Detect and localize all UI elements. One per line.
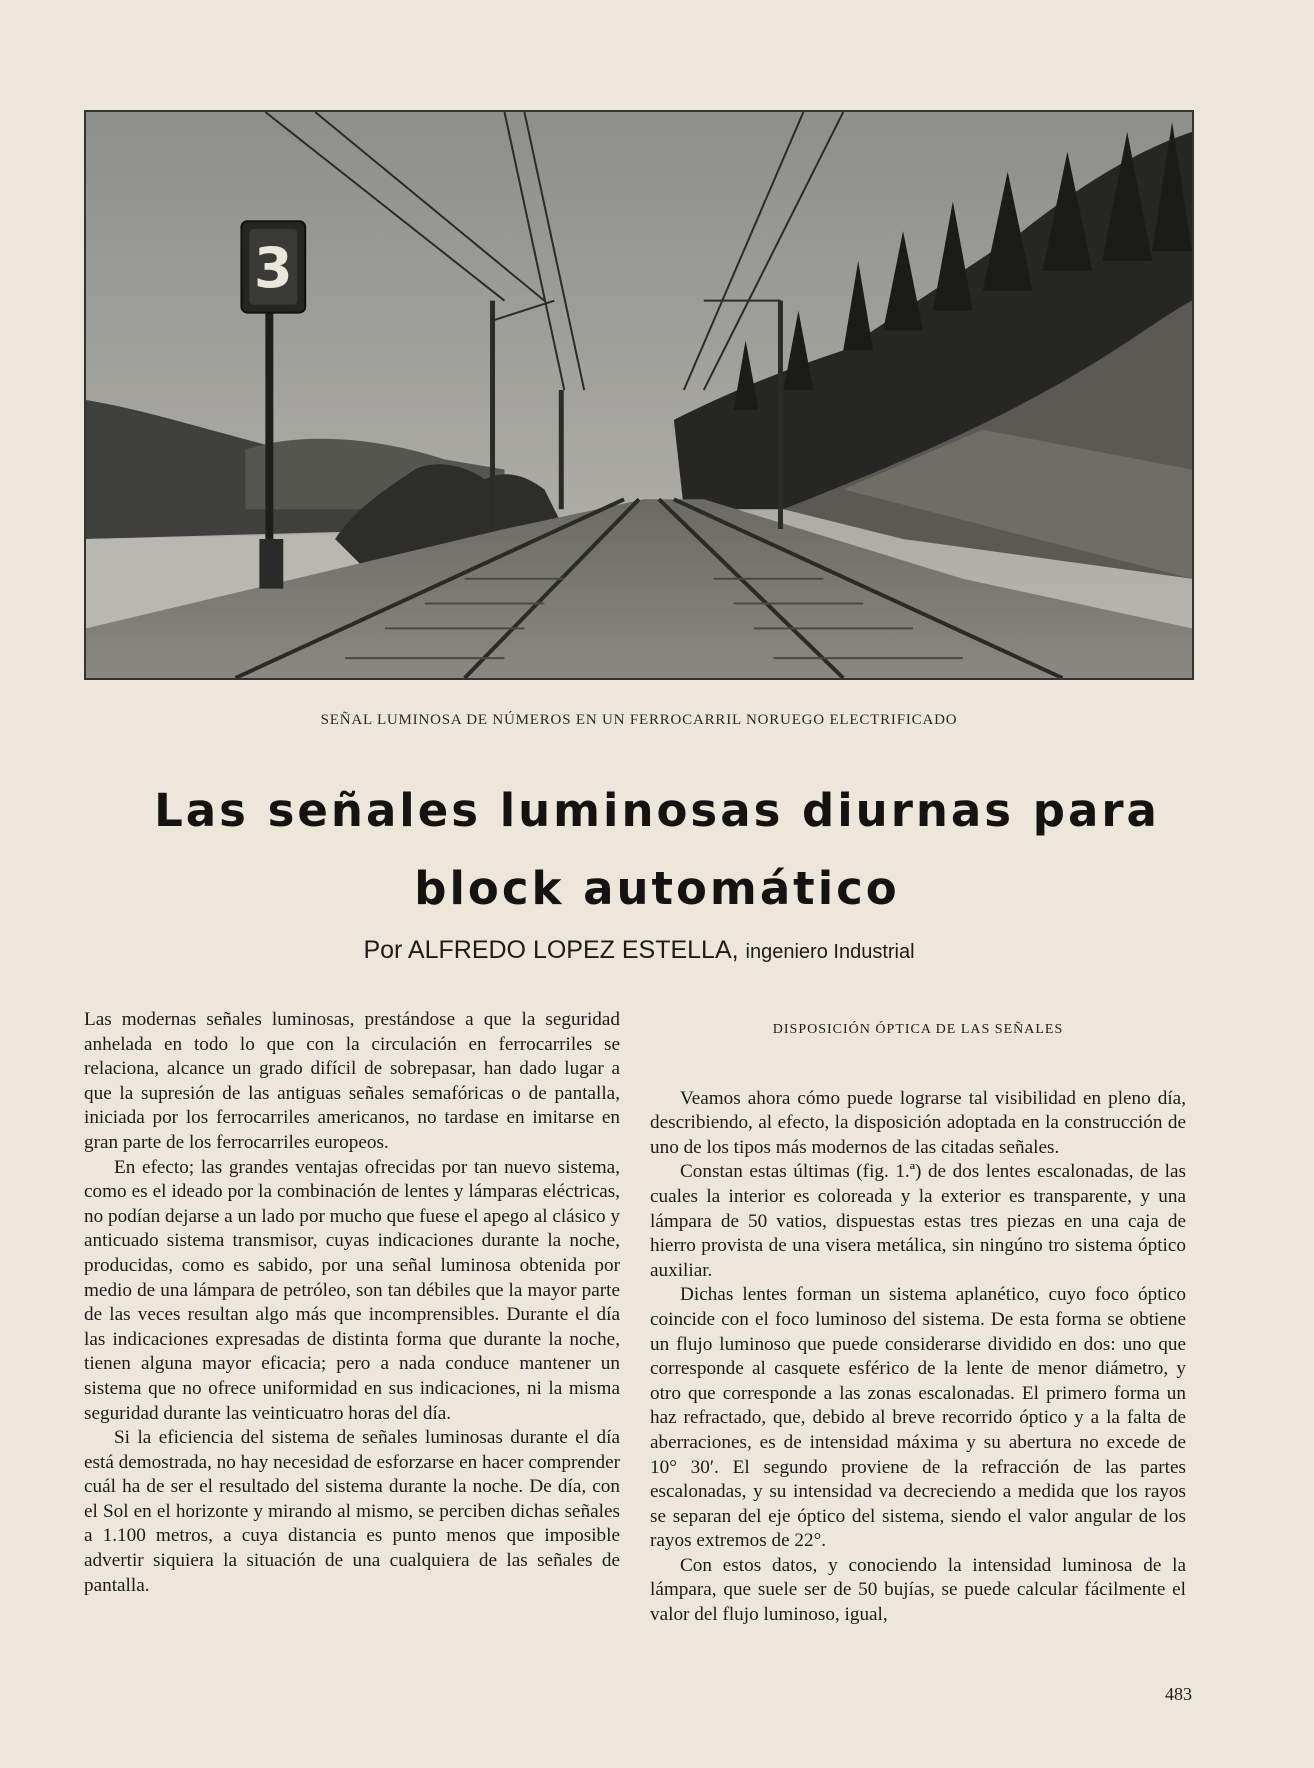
section-subheading: DISPOSICIÓN ÓPTICA DE LAS SEÑALES bbox=[772, 1022, 1064, 1037]
right-column bbox=[650, 1008, 1186, 1628]
article-title: Las señales luminosas diurnas para block automático bbox=[154, 784, 1160, 915]
right-paragraph-4: Con estos datos, y conociendo la intensidad luminosa de la lámpara, que suele ser de 50 bujías, se puede calcular fácilmente el valor del flujo luminoso, igual, bbox=[650, 1554, 1186, 1626]
railway-photo bbox=[84, 110, 1194, 680]
signal-digit: 3 bbox=[253, 235, 293, 301]
byline-author: ALFREDO LOPEZ ESTELLA, bbox=[407, 936, 739, 964]
byline-prefix: Por bbox=[363, 936, 403, 964]
byline bbox=[84, 936, 1194, 965]
railway-photo-illustration bbox=[86, 112, 1192, 678]
left-paragraph-1: Las modernas señales luminosas, prestándose a que la seguridad anhelada en todo lo que con la circulación en ferrocarriles se relaciona, alcance un grado difícil de sobrepasar, han dado lugar a que la supresión de las antiguas señales semafóricas o de pantalla, iniciada por los ferrocarriles americanos, no tardase en imitarse en gran parte de los ferrocarriles europeos. bbox=[84, 1009, 620, 1153]
byline-role: ingeniero Industrial bbox=[745, 941, 915, 963]
left-paragraph-3: Si la eficiencia del sistema de señales luminosas durante el día está demostrada, no hay necesidad de esforzarse en hacer comprender cuál ha de ser el resultado del sistema durante la noche. De día, con el Sol en el horizonte y mirando al mismo, se perciben dichas señales a 1.100 metros, a cuya distancia es punto menos que imposible advertir siquiera la situación de una cualquiera de las señales de pantalla. bbox=[84, 1427, 620, 1596]
right-paragraph-2: Constan estas últimas (fig. 1.ª) de dos lentes escalonadas, de las cuales la interior es coloreada y la exterior es transparente, y una lámpara de 50 vatios, dispuestas estas tres piezas en una caja de hierro provista de una visera metálica, sin ningúno tro sistema óptico auxiliar. bbox=[650, 1161, 1186, 1281]
photo-caption: SEÑAL LUMINOSA DE NÚMEROS EN UN FERROCARRIL NORUEGO ELECTRIFICADO bbox=[320, 712, 958, 728]
page-number: 483 bbox=[1165, 1684, 1192, 1704]
left-paragraph-2: En efecto; las grandes ventajas ofrecidas por tan nuevo sistema, como es el ideado por la combinación de lentes y lámparas eléctricas, no podían dejarse a un lado por mucho que fuese el apego al clásico y anticuado sistema transmisor, cuyas indicaciones durante la noche, producidas, como es sabido, por una señal luminosa obtenida por medio de una lámpara de petróleo, son tan débiles que la mayor parte de las veces resultan algo más que incomprensibles. Durante el día las indicaciones expresadas de distinta forma que durante la noche, tienen alguna mayor eficacia; pero a nada conduce mantener un sistema que no ofrece uniformidad en sus indicaciones, ni la misma seguridad durante las veinticuatro horas del día. bbox=[84, 1156, 620, 1424]
right-paragraph-3: Dichas lentes forman un sistema aplanético, cuyo foco óptico coincide con el foco luminoso del sistema. De esta forma se obtiene un flujo luminoso que puede considerarse dividido en dos: uno que corresponde al casquete esférico de la lente de menor diámetro, y otro que corresponde a las zonas escalonadas. El primero forma un haz refractado, que, debido al breve recorrido óptico y a la falta de aberraciones, es de intensidad máxima y su abertura no excede de 10° 30′. El segundo proviene de la refracción de las partes escalonadas, y su intensidad va decreciendo a medida que los rayos se separan del eje óptico del sistema, siendo el valor angular de los rayos extremos de 22°. bbox=[650, 1284, 1186, 1552]
right-paragraph-1: Veamos ahora cómo puede lograrse tal visibilidad en pleno día, describiendo, al efecto, la disposición adoptada en la construcción de uno de los tipos más modernos de las citadas señales. bbox=[650, 1087, 1186, 1158]
left-column bbox=[84, 1008, 620, 1598]
